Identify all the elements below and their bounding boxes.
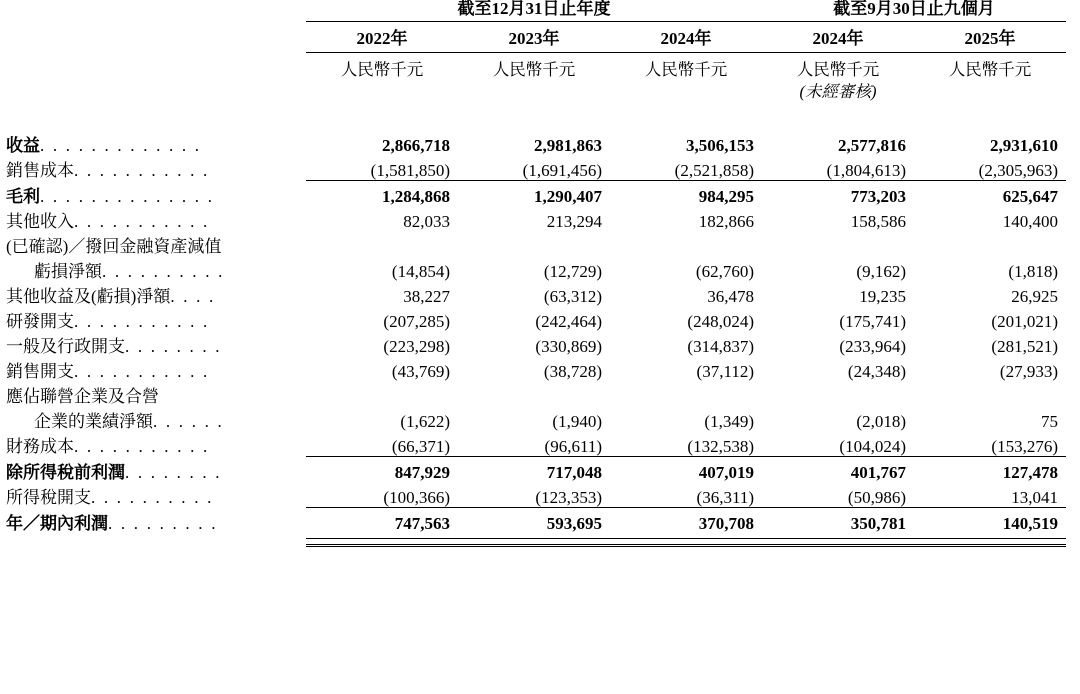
header-corner: [6, 0, 306, 21]
row-value: (330,869): [535, 337, 602, 356]
row-label-text: 除所得稅前利潤: [6, 463, 125, 482]
row-value: 625,647: [1002, 187, 1058, 206]
row-value: [458, 381, 610, 406]
row-label: [6, 231, 306, 256]
double-rule-segment: [610, 539, 762, 546]
row-value: (1,804,613): [826, 161, 906, 180]
row-value: [610, 231, 762, 256]
header-unit-sub-row: [6, 79, 1066, 101]
row-value: [458, 231, 610, 256]
table-row: [6, 431, 1066, 456]
header-unit-sublabel: [914, 79, 1066, 101]
header-unit-sublabel: [610, 79, 762, 101]
row-value: (207,285): [383, 312, 450, 331]
header-year-label: 2025年: [964, 29, 1016, 48]
table-row: [6, 256, 1066, 281]
header-year-row: [6, 22, 1066, 53]
table-row: [6, 482, 1066, 507]
row-double-underline: [6, 539, 1066, 546]
row-label-text: (已確認)／撥回金融資產減值: [6, 237, 222, 256]
row-value: 2,866,718: [382, 136, 450, 155]
header-unit-label: 人民幣千元: [340, 60, 424, 79]
row-value: [914, 381, 1066, 406]
row-value: 213,294: [546, 212, 602, 231]
row-value: (233,964): [839, 337, 906, 356]
row-value: 140,400: [1002, 212, 1058, 231]
rule-spacer: [6, 539, 306, 546]
row-value: 717,048: [546, 463, 602, 482]
row-label: [6, 306, 306, 331]
row-value: (153,276): [991, 437, 1058, 456]
row-label-text: 毛利: [6, 187, 40, 206]
row-value: (281,521): [991, 337, 1058, 356]
header-unit-label: 人民幣千元: [948, 60, 1032, 79]
table-row: [6, 231, 1066, 256]
header-year-label: 2023年: [508, 29, 560, 48]
header-unit-label: 人民幣千元: [796, 60, 880, 79]
row-value: (24,348): [847, 362, 906, 381]
row-label: [6, 508, 306, 534]
row-label: [6, 256, 306, 281]
row-label-text: 一般及行政開支: [6, 337, 125, 356]
table-row: [6, 406, 1066, 431]
row-value: (96,611): [544, 437, 602, 456]
row-value: (248,024): [687, 312, 754, 331]
row-value: (1,581,850): [370, 161, 450, 180]
spacer-cell: [6, 22, 306, 53]
header-year-label: 2024年: [660, 29, 712, 48]
row-label-text: 其他收益及(虧損)淨額: [6, 287, 171, 306]
row-value: [762, 381, 914, 406]
row-value: (9,162): [856, 262, 906, 281]
table-row: [6, 181, 1066, 207]
row-value: (66,371): [391, 437, 450, 456]
row-leader-dots: . . . . . . . .: [125, 463, 222, 482]
row-value: (1,691,456): [522, 161, 602, 180]
row-leader-dots: . . . . . . . . . . .: [74, 362, 210, 381]
row-label: [6, 331, 306, 356]
row-value: (175,741): [839, 312, 906, 331]
row-value: 75: [1041, 412, 1058, 431]
header-unit-sublabel: (未經審核): [799, 81, 877, 101]
row-value: (2,521,858): [674, 161, 754, 180]
row-value: 26,925: [1011, 287, 1058, 306]
row-value: 2,981,863: [534, 136, 602, 155]
row-value: [610, 381, 762, 406]
table-row: [6, 381, 1066, 406]
row-value: (201,021): [991, 312, 1058, 331]
row-value: 82,033: [403, 212, 450, 231]
row-value: (27,933): [999, 362, 1058, 381]
row-value: (36,311): [696, 488, 754, 507]
table-row: [6, 281, 1066, 306]
table-row: [6, 306, 1066, 331]
header-body-gap: [6, 100, 1066, 130]
financial-table: [6, 0, 1066, 547]
row-value: (104,024): [839, 437, 906, 456]
row-value: 13,041: [1011, 488, 1058, 507]
row-label: [6, 155, 306, 180]
table-row: [6, 130, 1066, 155]
row-leader-dots: . . . . . .: [153, 412, 224, 431]
header-unit-row: [6, 53, 1066, 79]
row-value: (2,305,963): [978, 161, 1058, 180]
row-value: (223,298): [383, 337, 450, 356]
row-label-text: 研發開支: [6, 312, 74, 331]
row-leader-dots: . . . . . . . . . . . . . .: [40, 187, 215, 206]
spacer-cell: [6, 53, 306, 79]
header-year-label: 2022年: [356, 29, 408, 48]
row-leader-dots: . . . . . . . . . . .: [74, 312, 210, 331]
row-label-text: 企業的業績淨額: [34, 412, 153, 431]
row-label-text: 財務成本: [6, 437, 74, 456]
spacer-cell: [6, 79, 306, 101]
row-label-text: 所得稅開支: [6, 488, 91, 507]
header-unit-label: 人民幣千元: [492, 60, 576, 79]
row-value: 1,284,868: [382, 187, 450, 206]
double-rule-segment: [762, 539, 914, 546]
row-label-text: 銷售開支: [6, 362, 74, 381]
table-row: [6, 356, 1066, 381]
row-label: [6, 431, 306, 456]
row-label: [6, 406, 306, 431]
header-group-label: 截至9月30日止九個月: [833, 0, 995, 18]
double-rule-segment: [458, 539, 610, 546]
row-value: (100,366): [383, 488, 450, 507]
row-leader-dots: . . . . . . . . . . .: [74, 161, 210, 180]
row-value: (1,349): [704, 412, 754, 431]
row-value: [762, 231, 914, 256]
row-leader-dots: . . . . . . . . . .: [91, 488, 214, 507]
gap-cell: [6, 100, 1066, 130]
row-value: (123,353): [535, 488, 602, 507]
row-value: 401,767: [850, 463, 906, 482]
row-value: 847,929: [394, 463, 450, 482]
row-label-text: 收益: [6, 136, 40, 155]
row-value: (38,728): [543, 362, 602, 381]
row-value: (43,769): [391, 362, 450, 381]
row-value: 773,203: [850, 187, 906, 206]
row-leader-dots: . . . . . . . . . . .: [74, 212, 210, 231]
row-value: (242,464): [535, 312, 602, 331]
row-value: (62,760): [695, 262, 754, 281]
row-value: (12,729): [543, 262, 602, 281]
row-value: 984,295: [698, 187, 754, 206]
row-value: 350,781: [850, 514, 906, 533]
table-row: [6, 331, 1066, 356]
double-rule-segment: [914, 539, 1066, 546]
double-rule-segment: [306, 539, 458, 546]
row-label-text: 應佔聯營企業及合營: [6, 387, 159, 406]
row-value: 2,577,816: [838, 136, 906, 155]
row-value: 38,227: [403, 287, 450, 306]
table-row: [6, 206, 1066, 231]
row-label: [6, 381, 306, 406]
row-label: [6, 130, 306, 155]
row-value: (1,818): [1008, 262, 1058, 281]
row-value: (1,622): [400, 412, 450, 431]
table-row: [6, 457, 1066, 483]
row-label: [6, 281, 306, 306]
row-value: 370,708: [698, 514, 754, 533]
row-leader-dots: . . . . . . . . . .: [102, 262, 225, 281]
row-value: 747,563: [394, 514, 450, 533]
row-value: (50,986): [847, 488, 906, 507]
row-value: [306, 231, 458, 256]
row-value: 1,290,407: [534, 187, 602, 206]
row-value: (37,112): [696, 362, 754, 381]
row-value: (314,837): [687, 337, 754, 356]
row-value: (63,312): [543, 287, 602, 306]
row-value: 593,695: [546, 514, 602, 533]
header-unit-sublabel: [306, 79, 458, 101]
row-value: (1,940): [552, 412, 602, 431]
row-label-text: 年／期內利潤: [6, 514, 108, 533]
row-label: [6, 206, 306, 231]
row-leader-dots: . . . . . . . .: [125, 337, 222, 356]
row-value: 3,506,153: [686, 136, 754, 155]
header-group-label: 截至12月31日止年度: [457, 0, 611, 18]
header-unit-sublabel: [458, 79, 610, 101]
row-label-text: 其他收入: [6, 212, 74, 231]
row-value: (132,538): [687, 437, 754, 456]
row-leader-dots: . . . . . . . . . . .: [74, 437, 210, 456]
row-value: (2,018): [856, 412, 906, 431]
header-year-label: 2024年: [812, 29, 864, 48]
row-value: 2,931,610: [990, 136, 1058, 155]
row-value: 127,478: [1002, 463, 1058, 482]
row-value: [914, 231, 1066, 256]
row-leader-dots: . . . . . . . . . . . . .: [40, 136, 202, 155]
row-value: (14,854): [391, 262, 450, 281]
row-label-text: 虧損淨額: [34, 262, 102, 281]
header-group-row: [6, 0, 1066, 21]
row-value: [306, 381, 458, 406]
row-leader-dots: . . . . . . . . .: [108, 514, 218, 533]
row-value: 19,235: [859, 287, 906, 306]
row-label: [6, 181, 306, 207]
row-label-text: 銷售成本: [6, 161, 74, 180]
row-value: 140,519: [1002, 514, 1058, 533]
row-value: 407,019: [698, 463, 754, 482]
row-value: 158,586: [850, 212, 906, 231]
row-label: [6, 482, 306, 507]
table-row: [6, 155, 1066, 180]
row-leader-dots: . . . .: [170, 287, 216, 306]
row-label: [6, 356, 306, 381]
header-unit-label: 人民幣千元: [644, 60, 728, 79]
row-value: 36,478: [707, 287, 754, 306]
table-row: [6, 508, 1066, 534]
row-value: 182,866: [698, 212, 754, 231]
row-label: [6, 457, 306, 483]
